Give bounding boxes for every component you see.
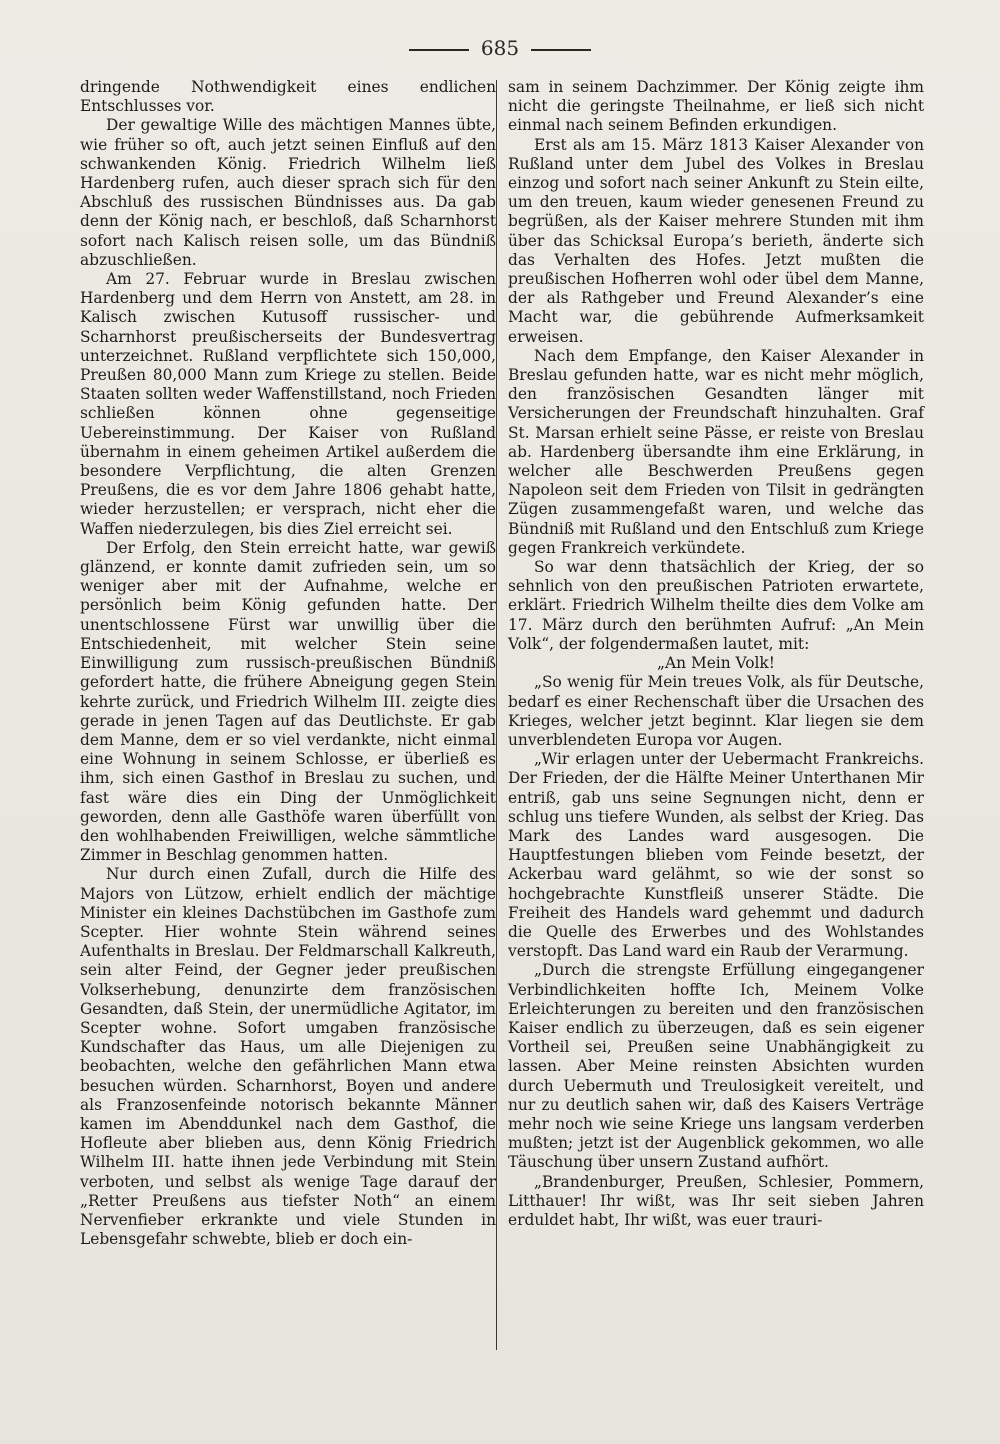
paragraph: Nach dem Empfange, den Kaiser Alexander in Breslau gefunden hatte, war es nicht mehr möglich, den französischen Gesandten länger mit Versicherungen der Freundschaft hinzuhalten. Graf St. Marsan erhielt seine Pässe, er reiste von Breslau ab. Hardenberg übersandte ihm eine Erklärung, in welcher alle Beschwerden Preußens gegen Napoleon seit dem Frieden von Tilsit in gedrängten Zügen zusammengefaßt waren, und welche das Bündniß mit Rußland und den Entschluß zum Kriege gegen Frankreich verkündete. <box>508 346 924 557</box>
paragraph: Der Erfolg, den Stein erreicht hatte, war gewiß glänzend, er konnte damit zufrieden sein, um so weniger aber mit der Aufnahme, welche er persönlich beim König gefunden hatte. Der unentschlossene Fürst war unwillig über die Entschiedenheit, mit welcher Stein seine Einwilligung zum russisch-preußischen Bündniß gefordert hatte, die frühere Abneigung gegen Stein kehrte zurück, und Friedrich Wilhelm III. zeigte dies gerade in jenen Tagen auf das Deutlichste. Er gab dem Manne, dem er so viel verdankte, nicht einmal eine Wohnung in seinem Schlosse, er überließ es ihm, sich einen Gasthof in Breslau zu suchen, und fast wäre dies ein Ding der Unmöglichkeit geworden, denn alle Gasthöfe waren überfüllt von den wohlhabenden Freiwilligen, welche sämmtliche Zimmer in Beschlag genommen hatten. <box>80 538 496 865</box>
paragraph: „Brandenburger, Preußen, Schlesier, Pommern, Litthauer! Ihr wißt, was Ihr seit sieben Jahren erduldet habt, Ihr wißt, was euer trauri- <box>508 1172 924 1229</box>
paragraph: So war denn thatsächlich der Krieg, der so sehnlich von den preußischen Patrioten erwartete, erklärt. Friedrich Wilhelm theilte dies dem Volke am 17. März durch den berühmten Aufruf: „An Mein Volk“, der folgendermaßen lautet, mit: <box>508 558 924 653</box>
header-rule-right <box>531 49 591 51</box>
page-header <box>0 36 1000 60</box>
right-text-column <box>508 78 924 1230</box>
paragraph: Der gewaltige Wille des mächtigen Mannes übte, wie früher so oft, auch jetzt seinen Einfluß auf den schwankenden König. Friedrich Wilhelm ließ Hardenberg rufen, auch dieser sprach sich für den Abschluß des russischen Bündnisses aus. Da gab denn der König nach, er beschloß, daß Scharnhorst sofort nach Kalisch reisen solle, um das Bündniß abzuschließen. <box>80 116 496 269</box>
paragraph: Erst als am 15. März 1813 Kaiser Alexander von Rußland unter dem Jubel des Volkes in Breslau einzog und sofort nach seiner Ankunft zu Stein eilte, um den treuen, kaum wieder genesenen Freund zu begrüßen, als der Kaiser mehrere Stunden mit ihm über das Schicksal Europa’s berieth, änderte sich das Verhalten des Hofes. Jetzt mußten die preußischen Hofherren wohl oder übel dem Manne, der als Rathgeber und Freund Alexander’s eine Macht war, die gebührende Aufmerksamkeit erweisen. <box>508 135 924 346</box>
paragraph: „Durch die strengste Erfüllung eingegangener Verbindlichkeiten hoffte Ich, Meinem Volke Erleichterungen zu bereiten und den französischen Kaiser endlich zu überzeugen, daß es sein eigener Vortheil sei, Preußen seine Unabhängigkeit zu lassen. Aber Meine reinsten Absichten wurden durch Uebermuth und Treulosigkeit vereitelt, und nur zu deutlich sahen wir, daß des Kaisers Verträge mehr noch wie seine Kriege uns langsam verderben mußten; jetzt ist der Augenblick gekommen, wo alle Täuschung über unsern Zustand aufhört. <box>508 961 924 1172</box>
paragraph: „An Mein Volk! <box>657 654 775 673</box>
page-number: 685 <box>480 36 520 60</box>
paragraph: Am 27. Februar wurde in Breslau zwischen Hardenberg und dem Herrn von Anstett, am 28. in Kalisch zwischen Kutusoff russischer- und Scharnhorst preußischerseits der Bundesvertrag unterzeichnet. Rußland verpflichtete sich 150,000, Preußen 80,000 Mann zum Kriege zu stellen. Beide Staaten sollten weder Waffenstillstand, noch Frieden schließen können ohne gegenseitige Uebereinstimmung. Der Kaiser von Rußland übernahm in einem geheimen Artikel außerdem die besondere Verpflichtung, die alten Grenzen Preußens, die es vor dem Jahre 1806 gehabt hatte, wieder herzustellen; er versprach, nicht eher die Waffen niederzulegen, bis dies Ziel erreicht sei. <box>80 270 496 538</box>
paragraph: sam in seinem Dachzimmer. Der König zeigte ihm nicht die geringste Theilnahme, er ließ sich nicht einmal nach seinem Befinden erkundigen. <box>508 78 924 135</box>
paragraph: Nur durch einen Zufall, durch die Hilfe des Majors von Lützow, erhielt endlich der mächtige Minister ein kleines Dachstübchen im Gasthofe zum Scepter. Hier wohnte Stein während seines Aufenthalts in Breslau. Der Feldmarschall Kalkreuth, sein alter Feind, der Gegner jeder preußischen Volkserhebung, denunzirte dem französischen Gesandten, daß Stein, der unermüdliche Agitator, im Scepter wohne. Sofort umgaben französische Kundschafter das Haus, um alle Diejenigen zu beobachten, welche den gefährlichen Mann etwa besuchen würden. Scharnhorst, Boyen und andere als Franzosenfeinde notorisch bekannte Männer kamen im Abenddunkel nach dem Gasthof, die Hofleute aber blieben aus, denn König Friedrich Wilhelm III. hatte ihnen jede Verbindung mit Stein verboten, und selbst als wenige Tage darauf der „Retter Preußens aus tiefster Noth“ an einem Nervenfieber erkrankte und viele Stunden in Lebensgefahr schwebte, blieb er doch ein- <box>80 865 496 1249</box>
header-rule-left <box>409 49 469 51</box>
column-divider <box>496 80 497 1350</box>
paragraph: „So wenig für Mein treues Volk, als für Deutsche, bedarf es einer Rechenschaft über die Ursachen des Krieges, welcher jetzt beginnt. Klar liegen sie dem unverblendeten Europa vor Augen. <box>508 673 924 749</box>
left-text-column <box>80 78 496 1249</box>
paragraph: „Wir erlagen unter der Uebermacht Frankreichs. Der Frieden, der die Hälfte Meiner Unterthanen Mir entriß, gab uns seine Segnungen nicht, denn er schlug uns tiefere Wunden, als selbst der Krieg. Das Mark des Landes ward ausgesogen. Die Hauptfestungen blieben vom Feinde besetzt, der Ackerbau ward gelähmt, so wie der sonst so hochgebrachte Kunstfleiß unserer Städte. Die Freiheit des Handels ward gehemmt und dadurch die Quelle des Erwerbes und des Wohlstandes verstopft. Das Land ward ein Raub der Verarmung. <box>508 750 924 961</box>
paragraph: dringende Nothwendigkeit eines endlichen Entschlusses vor. <box>80 78 496 116</box>
